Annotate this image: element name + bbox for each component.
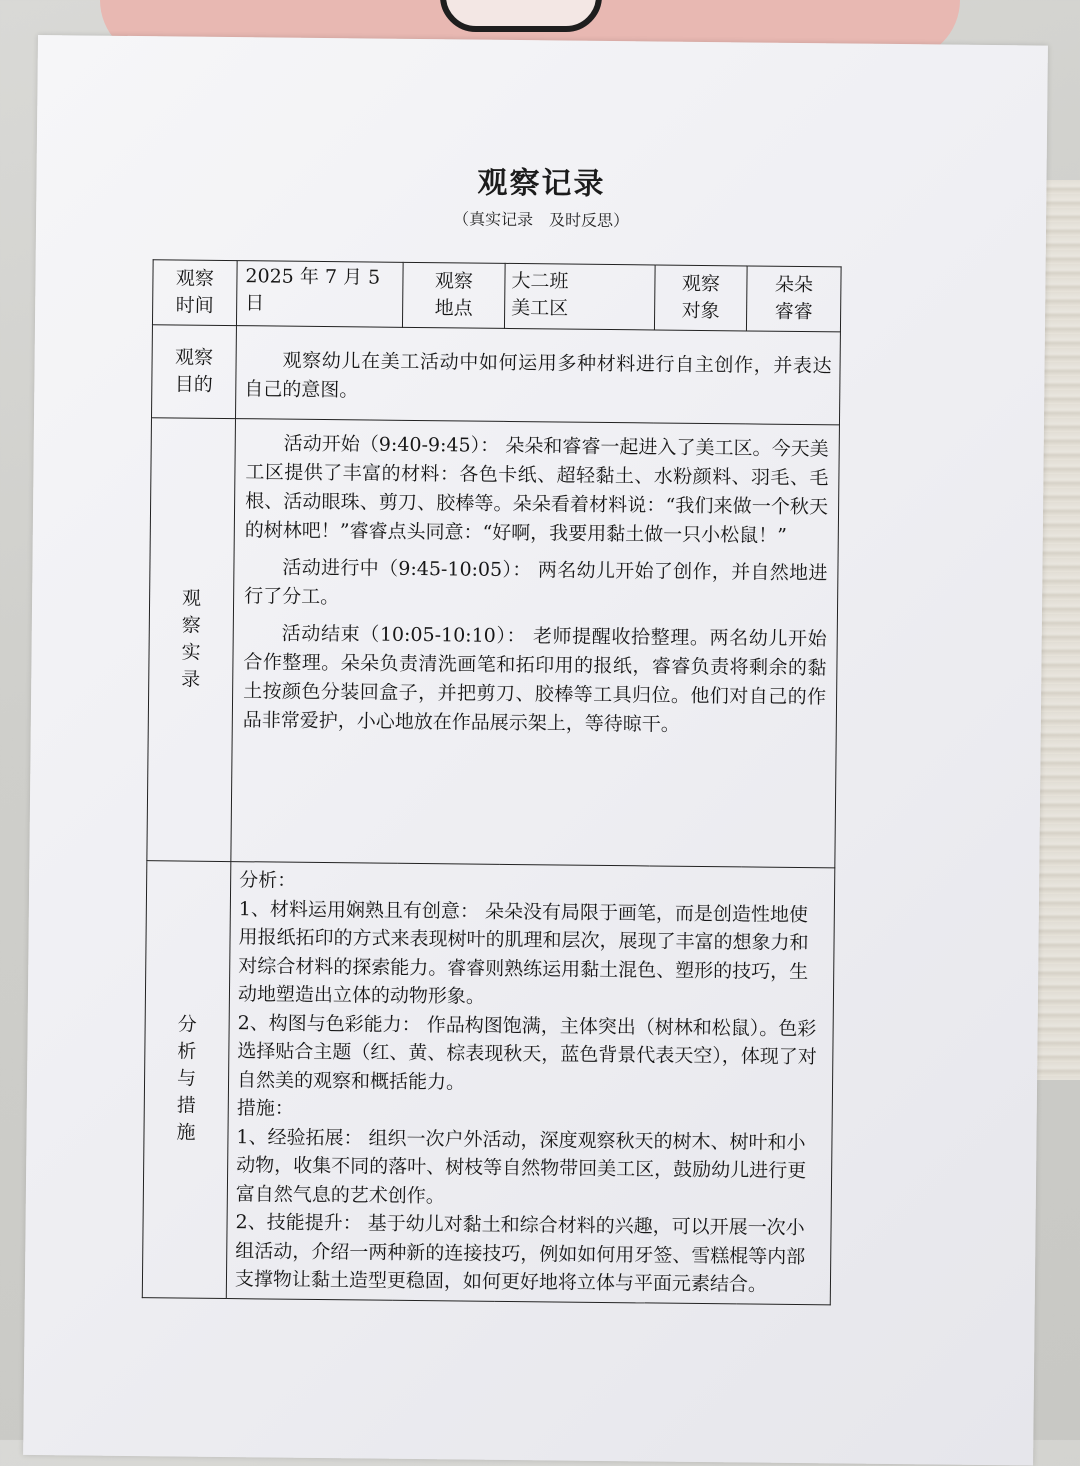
paper-sheet [23,35,1048,1465]
analysis-label-char: 措 [176,1094,196,1117]
subject-value-cell [746,266,841,332]
record-paragraph-start: 活动开始（9:40-9:45）： 朵朵和睿睿一起进入了美工区。今天美工区提供了丰富的材料：各色卡纸、超轻黏土、水粉颜料、羽毛、毛根、活动眼珠、剪刀、胶棒等。朵朵看着材料说：“我们来做一个秋天的树林吧！”睿睿点头同意：“好啊，我要用黏土做一只小松鼠！” [244,432,829,547]
time-label-line1: 观察 [175,267,215,290]
measures-point-2: 2、技能提升： 基于幼儿对黏土和综合材料的兴趣，可以开展一次小组活动，介绍一两种新的连接技巧，例如如何用牙签、雪糕棍等内部支撑物让黏土造型更稳固，如何更好地将立体与平面元素结合。 [234,1211,806,1296]
analysis-row [142,861,835,1305]
document-title: 观察记录 [477,165,606,202]
purpose-text-cell [235,326,840,425]
place-label-cell [402,262,505,328]
subject-value-line2: 睿睿 [774,300,813,324]
subject-label-line2: 对象 [681,299,720,323]
place-label-line1: 观察 [434,270,474,293]
place-value-line1: 大二班 [511,269,569,293]
analysis-label-cell [142,861,231,1298]
place-label-line2: 地点 [434,297,473,320]
analysis-label-char: 施 [176,1121,196,1144]
time-value: 2025 年 7 月 5 日 [236,261,403,328]
background-dark-object [440,0,602,32]
record-label-char: 观 [181,587,202,610]
purpose-label-line1: 观察 [175,346,214,369]
subject-label-line1: 观察 [681,272,721,296]
subject-value-line1: 朵朵 [774,273,814,297]
document-subtitle: （真实记录 及时反思） [452,209,630,231]
analysis-label-char: 与 [176,1067,197,1090]
record-label-char: 录 [181,668,201,691]
place-value-cell [504,263,655,330]
record-row [147,418,840,868]
observation-table [142,259,842,1305]
analysis-point-2: 2、构图与色彩能力： 作品构图饱满，主体突出（树林和松鼠）。色彩选择贴合主题（红、黄、棕表现秋天，蓝色背景代表天空），体现了对自然美的观察和概括能力。 [236,1011,817,1094]
purpose-row [151,325,840,425]
purpose-label-line2: 目的 [174,373,213,396]
purpose-text: 观察幼儿在美工活动中如何运用多种材料进行自主创作，并表达自己的意图。 [244,349,832,402]
subject-label-cell [654,265,747,331]
place-value-line2: 美工区 [511,296,569,320]
header-row [152,260,841,332]
time-label-line2: 时间 [175,294,214,317]
measures-point-1: 1、经验拓展： 组织一次户外活动，深度观察秋天的树木、树叶和小动物，收集不同的落叶、树枝等自然物带回美工区，鼓励幼儿进行更富自然气息的艺术创作。 [235,1125,807,1207]
record-label-char: 察 [181,614,201,637]
measures-heading: 措施： [236,1097,294,1120]
record-text-cell [231,419,840,868]
analysis-label-char: 分 [177,1013,197,1036]
analysis-label-char: 析 [177,1040,197,1063]
analysis-text-cell [226,862,835,1305]
analysis-heading: 分析： [239,869,297,892]
record-label-cell [147,418,236,862]
record-paragraph-end: 活动结束（10:05-10:10）： 老师提醒收拾整理。两名幼儿开始合作整理。朵朵负责清洗画笔和拓印用的报纸，睿睿负责将剩余的黏土按颜色分装回盒子，并把剪刀、胶棒等工具归位。他们对自己的作品非常爱护，小心地放在作品展示架上，等待晾干。 [242,622,827,736]
record-paragraph-progress: 活动进行中（9:45-10:05）： 两名幼儿开始了创作，并自然地进行了分工。 [244,556,828,609]
analysis-point-1: 1、材料运用娴熟且有创意： 朵朵没有局限于画笔，而是创造性地使用报纸拓印的方式来表现树叶的肌理和层次，展现了丰富的想象力和对综合材料的探索能力。睿睿则熟练运用黏土混色、塑形的技巧，生动地塑造出立体的动物形象。 [237,897,809,1008]
time-label-cell [152,260,237,326]
purpose-label-cell [151,325,236,419]
record-label-char: 实 [181,641,201,664]
